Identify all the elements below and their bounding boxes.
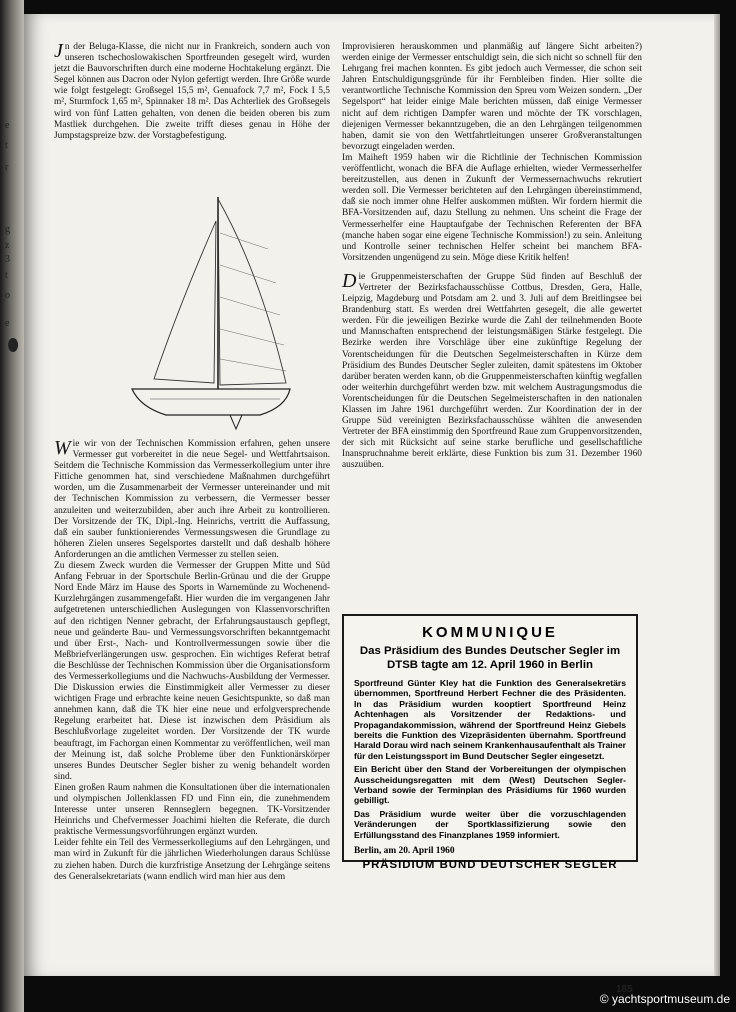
beluga-article (54, 42, 330, 175)
drop-initial: D (342, 269, 357, 292)
gruppenmeisterschaften-paragraph: Die Gruppenmeisterschaften der Gruppe Süd finden auf Beschluß der Vertreter der Bezirksfachausschüsse Cottbus, Dresden, Gera, Halle, Leipzig, Magdeburg und Potsdam am 2. und 3. Juli auf dem Breitlingsee bei Brandenburg statt. Es werden drei Wettfahrten gesegelt, die alle gewertet werden. Für die jeweiligen Bezirke wurde die Zahl der teilnehmenden Boote und Mannschaften entsprechend der leistungsmäßigen Stärke festgelegt. Die Bezirke werden ihre Vorschläge über eine zukünftige Regelung der Vorentscheidungen für die Deutschen Segelmeisterschaften in Kürze dem Präsidium des Bundes Deutscher Segler zuleiten, damit spätestens im Oktober darüber beraten werden kann, ob die Gruppenmeisterschaften künftig wegfallen oder weiterhin durchgeführt werden bzw. mit welchem Austragungsmodus die Vorentscheidungen für die Deutschen Segelmeisterschaften in den nationalen Klassen im Jahre 1961 durchgeführt werden. Zur Koordination der in der Gruppe Süd vereinigten Bezirksfachausschüsse wählten die anwesenden Vertreter der BFA einstimmig den Sportfreund Raue zum Gruppenvorsitzenden, der sich mit Rücksicht auf seine starke berufliche und gesellschaftliche Inanspruchnahme bereit erklärte, diese Funktion bis zum 31. Dezember 1960 auszuüben. (342, 269, 642, 471)
sailboat-illustration (110, 193, 300, 433)
left-column (54, 42, 330, 887)
article-paragraph: Im Maiheft 1959 haben wir die Richtlinie der Technischen Kommission veröffentlicht, wonach die BFA die Auflage erhielten, wieder Vermesserhelfer bereitzustellen, aus denen in Zukunft der Vermessernachwuchs rekrutiert werden soll. Die Vermesser berichteten auf den Lehrgängen übereinstimmend, daß sie noch immer ohne Helfer auskommen müßten. Wir fordern hiermit die BFA-Vorsitzenden auf, dazu Stellung zu nehmen. Uns scheint die Frage der Vermesserhelfer eine Hauptaufgabe der Technischen Referenten der BFA (manche haben sogar eine eigene Technische Kommission!) zu sein. Anleitung und Kontrolle seiner technischen Helfer scheint bei manchem BFA-Vorsitzenden ungenügend zu sein. Möge diese Kritik helfen! (342, 152, 642, 263)
kommunique-paragraph: Ein Bericht über den Stand der Vorbereitungen der olympischen Ausscheidungsregatten mit dem (West) Deutschen Segler-Verband sowie der Terminplan des Präsidiums für 1960 wurden gebilligt. (354, 764, 626, 806)
drop-initial: W (54, 437, 71, 459)
binding-hole (8, 338, 18, 352)
right-column (342, 42, 642, 472)
strip-letter: e (5, 318, 10, 329)
kommunique-paragraph: Das Präsidium wurde weiter über die vorzuschlagenden Veränderungen der Sportklassifizierung sowie den Erfüllungsstand des Finanzplanes 1959 informiert. (354, 808, 626, 840)
strip-letter: z (5, 240, 10, 251)
kommunique-date: Berlin, am 20. April 1960 (354, 846, 455, 857)
vermesser-article (54, 439, 330, 887)
magazine-page (24, 14, 720, 995)
kommunique-subtitle: Das Präsidium des Bundes Deutscher Segler im DTSB tagte am 12. April 1960 in Berlin (359, 645, 621, 671)
drop-initial: J (54, 40, 63, 62)
strip-letter: 3 (5, 254, 10, 265)
article-paragraph: Improvisieren herauskommen und planmäßig auf längere Sicht arbeiten?) werden einige der Vermesser entschuldigt sein, die sich nicht so schnell für den Lehrgang frei machen konnten. Es gibt jedoch auch Vermesser, die schon seit Jahren Entschuldigungsgründe für ihr Fernbleiben finden. Hier sollte die verantwortliche Technische Kommission den Spreu vom Weizen sondern. „Der Segelsport“ hat leider einige Male berichten müssen, daß einige Vermesser nicht auf dem richtigen Dampfer waren und möchte der TK vorschlagen, diejenigen Vermesser bekanntzugeben, die an den Lehrgängen teilgenommen haben, damit sie von den Wettfahrtleitungen unserer Großveranstaltungen bevorzugt eingeladen werden. (342, 42, 642, 152)
vermesser-paragraph: Einen großen Raum nahmen die Konsultationen über die internationalen und olympischen Jollenklassen FD und Finn ein, die zunehmendem Interesse unter unseren Rennseglern begegnen. TK-Vorsitzender Heinrichs und Chefvermesser Joachimi hielten die Referate, die durch praktische Vermessungsvorführungen ergänzt wurden. (54, 782, 330, 838)
vermesser-paragraph: Zu diesem Zweck wurden die Vermesser der Gruppen Mitte und Süd Anfang Februar in der Sportschule Berlin-Grünau und die der Gruppe Nord Ende März im Hause des Sports in Warnemünde zu Wochenend-Kurzlehrgängen zusammengefaßt. Hier wurden die im vergangenen Jahr aufgetretenen unterschiedlichen Auslegungen von Klassenvorschriften auf den richtigen Nenner gebracht, der Erfahrungsaustausch gepflegt, neue und geänderte Bau- und Vermessungsvorschriften bekanntgemacht und über Erst-, Nach- und Kontrollvermessungen sowie über die Meßbriefverlängerungen usw. gesprochen. Ein wichtiges Referat betraf die Beschlüsse der Technischen Kommission über die Organisationsform des Vermesserkollegiums und die Nachwuchs-Ausbildung der Vermesser. Die Diskussion erwies die Einstimmigkeit aller Vermesser zu dieser wichtigen Frage und erbrachte keine neuen Gesichtspunkte, so daß man annehmen kann, daß die TK hier eine neue und erfolgversprechende Regelung erarbeitet hat. Diese ist inzwischen dem Präsidium als Beschlußvorlage zugeleitet worden. Der Vorsitzende der TK wurde beauftragt, im Fachorgan einen Kommentar zu veröffentlichen, weil man der Meinung ist, daß solche Probleme über den Funktionärskörper unseres Bundes Deutscher Segler bisher zu wenig behandelt worden sind. (54, 561, 330, 782)
vermesser-paragraph: Wie wir von der Technischen Kommission erfahren, gehen unsere Vermesser gut vorbereitet in die neue Segel- und Wettfahrtsaison. Seitdem die Technische Kommission das Vermesserkollegium unter ihre Fittiche genommen hat, sind verschiedene Maßnahmen durchgeführt worden, um die Zusammenarbeit der Vermesser untereinander und mit der Technischen Kommission zu verbessern, die Vermesser besser anzuleiten und weiterzubilden, aber auch ihre Arbeit zu kontrollieren. Der Vorsitzende der TK, Dipl.-Ing. Heinrichs, vertritt die Auffassung, daß ein sauber funktionierendes Vermessungswesen die Grundlage zu höheren Zielen unseres Segelsportes darstellt und daß deshalb höhere Anforderungen an die amtlichen Vermesser zu stellen seien. (54, 437, 330, 560)
strip-letter: t (5, 140, 8, 151)
sailboat-drawing (110, 193, 300, 433)
strip-letter: t (5, 270, 8, 281)
page-number: 185 (616, 984, 633, 995)
strip-letter: e (5, 120, 10, 131)
strip-letter: o (5, 290, 10, 301)
beluga-paragraph: Jn der Beluga-Klasse, die nicht nur in Frankreich, sondern auch von unseren tschechoslowakischen Sportfreunden gesegelt wird, wurden jetzt die Bauvorschriften durch eine moderne Hochtakelung ergänzt. Die Segel können aus Dacron oder Nylon gefertigt werden. Ihre Größe wurde wie folgt festgelegt: Großsegel 15,5 m², Genuafock 7,7 m², Fock I 5,5 m², Sturmfock 1,65 m², Spinnaker 18 m². Das Achterliek des Großsegels wird von fünf Latten gehalten, von denen die beiden oberen bis zum Mastliek durchgehen. Die zweite trifft dieses genau in Höhe der Jumpstagspreize bzw. der Vorstagbefestigung. (54, 40, 330, 141)
strip-letter: g (5, 224, 10, 235)
vermesser-paragraph: Leider fehlte ein Teil des Vermesserkollegiums auf den Lehrgängen, und man wird in Zukunft für die jährlichen Wiederholungen daraus Schlüsse zu ziehen haben. Durch die kurzfristige Ansetzung der Lehrgänge seitens des Generalsekretariats (wann endlich wird man hier aus dem (54, 838, 330, 882)
strip-letter: r (5, 162, 9, 173)
binding-edge (0, 0, 24, 1012)
copyright-watermark: © yachtsportmuseum.de (599, 992, 730, 1006)
kommunique-box (342, 614, 638, 872)
kommunique-title: KOMMUNIQUE (422, 624, 558, 641)
kommunique-paragraph: Sportfreund Günter Kley hat die Funktion des Generalsekretärs übernommen, Sportfreund Herbert Fechner die des Präsidenten. In das Präsidium wurden kooptiert Sportfreund Heinz Achtenhagen als Vorsitzender der Redaktions- und Propagandakommission, während der Sportfreund Heinz Giebels bereits die Funktion des Vizepräsidenten übernahm. Sportfreund Harald Dorau wird nach seinem Krankenhausaufenthalt als Trainer für den Leistungssport im Bund Deutscher Segler eingesetzt. (354, 678, 626, 761)
kommunique-signature: PRÄSIDIUM BUND DEUTSCHER SEGLER (362, 859, 618, 872)
